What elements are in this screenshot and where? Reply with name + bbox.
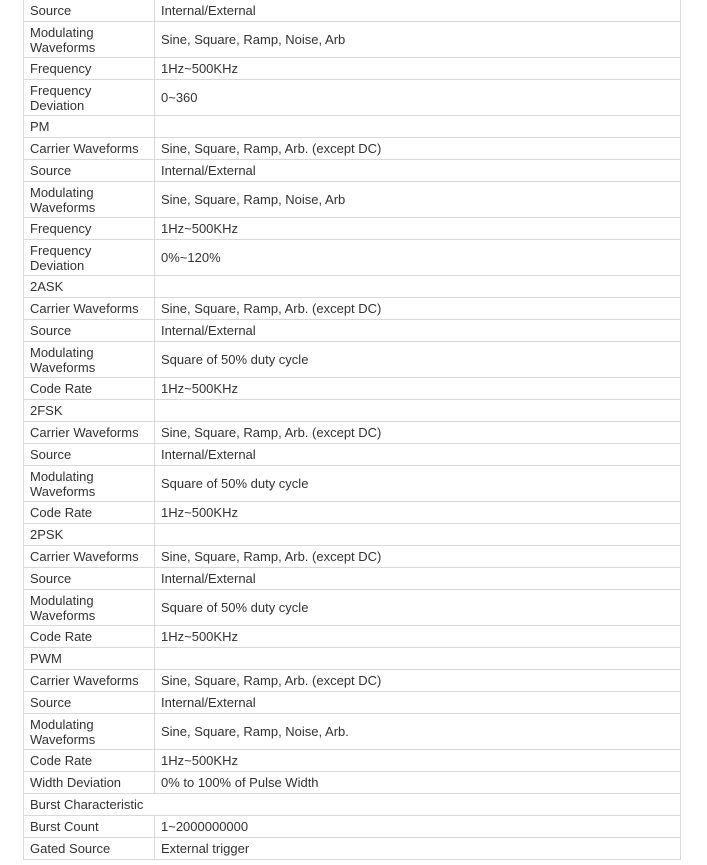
spec-label: Code Rate [24,378,155,400]
spec-value [155,116,681,138]
table-row [24,626,681,648]
spec-label: Frequency [24,218,155,240]
spec-value: Internal/External [155,320,681,342]
table-row [24,794,681,816]
table-row [24,378,681,400]
table-row [24,750,681,772]
spec-label: Code Rate [24,750,155,772]
spec-value: Sine, Square, Ramp, Arb. (except DC) [155,138,681,160]
table-row [24,298,681,320]
table-row [24,714,681,750]
table-row [24,466,681,502]
table-row [24,218,681,240]
spec-value: Sine, Square, Ramp, Arb. (except DC) [155,298,681,320]
table-row [24,320,681,342]
table-row [24,568,681,590]
spec-label: Source [24,692,155,714]
spec-label: Carrier Waveforms [24,422,155,444]
spec-value [155,524,681,546]
table-row [24,816,681,838]
section-title: 2ASK [24,276,155,298]
spec-label: Frequency [24,58,155,80]
spec-value: 1Hz~500KHz [155,750,681,772]
spec-label: Source [24,320,155,342]
table-row [24,22,681,58]
table-row [24,444,681,466]
section-row [24,648,681,670]
table-row [24,670,681,692]
spec-value: Internal/External [155,160,681,182]
spec-label: Carrier Waveforms [24,670,155,692]
table-row [24,502,681,524]
spec-value: 1Hz~500KHz [155,378,681,400]
spec-label: Source [24,0,155,22]
spec-value: 1Hz~500KHz [155,626,681,648]
spec-label: Source [24,568,155,590]
spec-label: Code Rate [24,626,155,648]
section-title: PWM [24,648,155,670]
spec-value: Sine, Square, Ramp, Arb. (except DC) [155,670,681,692]
spec-value: 0%~120% [155,240,681,276]
spec-value: Sine, Square, Ramp, Noise, Arb [155,182,681,218]
table-row [24,58,681,80]
spec-value: Internal/External [155,444,681,466]
spec-value: Square of 50% duty cycle [155,590,681,626]
spec-label: Modulating Waveforms [24,22,155,58]
table-row [24,138,681,160]
spec-value: Internal/External [155,568,681,590]
table-row [24,838,681,860]
spec-table [23,0,681,860]
section-row [24,276,681,298]
spec-value: 1Hz~500KHz [155,218,681,240]
section-row [24,524,681,546]
spec-label: Carrier Waveforms [24,298,155,320]
spec-value: Internal/External [155,0,681,22]
spec-value: 1Hz~500KHz [155,58,681,80]
spec-label: Frequency Deviation [24,80,155,116]
spec-value: Internal/External [155,692,681,714]
table-row [24,80,681,116]
spec-label: Burst Count [24,816,155,838]
spec-value [155,400,681,422]
spec-value: Square of 50% duty cycle [155,466,681,502]
spec-value: Sine, Square, Ramp, Arb. (except DC) [155,422,681,444]
spec-label: Code Rate [24,502,155,524]
table-row [24,422,681,444]
spec-label: Carrier Waveforms [24,546,155,568]
spec-value [155,276,681,298]
spec-table-body [24,0,681,860]
spec-label: Width Deviation [24,772,155,794]
table-row [24,772,681,794]
spec-label: Modulating Waveforms [24,466,155,502]
spec-value: Sine, Square, Ramp, Arb. (except DC) [155,546,681,568]
table-row [24,240,681,276]
spec-value: 0% to 100% of Pulse Width [155,772,681,794]
section-title: 2FSK [24,400,155,422]
spec-value [155,648,681,670]
table-row [24,692,681,714]
table-row [24,160,681,182]
table-row [24,182,681,218]
spec-label: Modulating Waveforms [24,590,155,626]
spec-label: Source [24,160,155,182]
section-title: 2PSK [24,524,155,546]
table-row [24,546,681,568]
spec-value: Sine, Square, Ramp, Noise, Arb. [155,714,681,750]
section-title: PM [24,116,155,138]
spec-value: Sine, Square, Ramp, Noise, Arb [155,22,681,58]
table-row [24,342,681,378]
section-row [24,116,681,138]
spec-label: Gated Source [24,838,155,860]
spec-label: Source [24,444,155,466]
spec-value: 0~360 [155,80,681,116]
spec-value: 1~2000000000 [155,816,681,838]
spec-label: Modulating Waveforms [24,714,155,750]
spec-label: Burst Characteristic [24,794,681,816]
spec-value: Square of 50% duty cycle [155,342,681,378]
spec-value: 1Hz~500KHz [155,502,681,524]
table-row [24,0,681,22]
section-row [24,400,681,422]
spec-value: External trigger [155,838,681,860]
spec-label: Carrier Waveforms [24,138,155,160]
table-row [24,590,681,626]
spec-label: Modulating Waveforms [24,342,155,378]
spec-label: Modulating Waveforms [24,182,155,218]
spec-label: Frequency Deviation [24,240,155,276]
